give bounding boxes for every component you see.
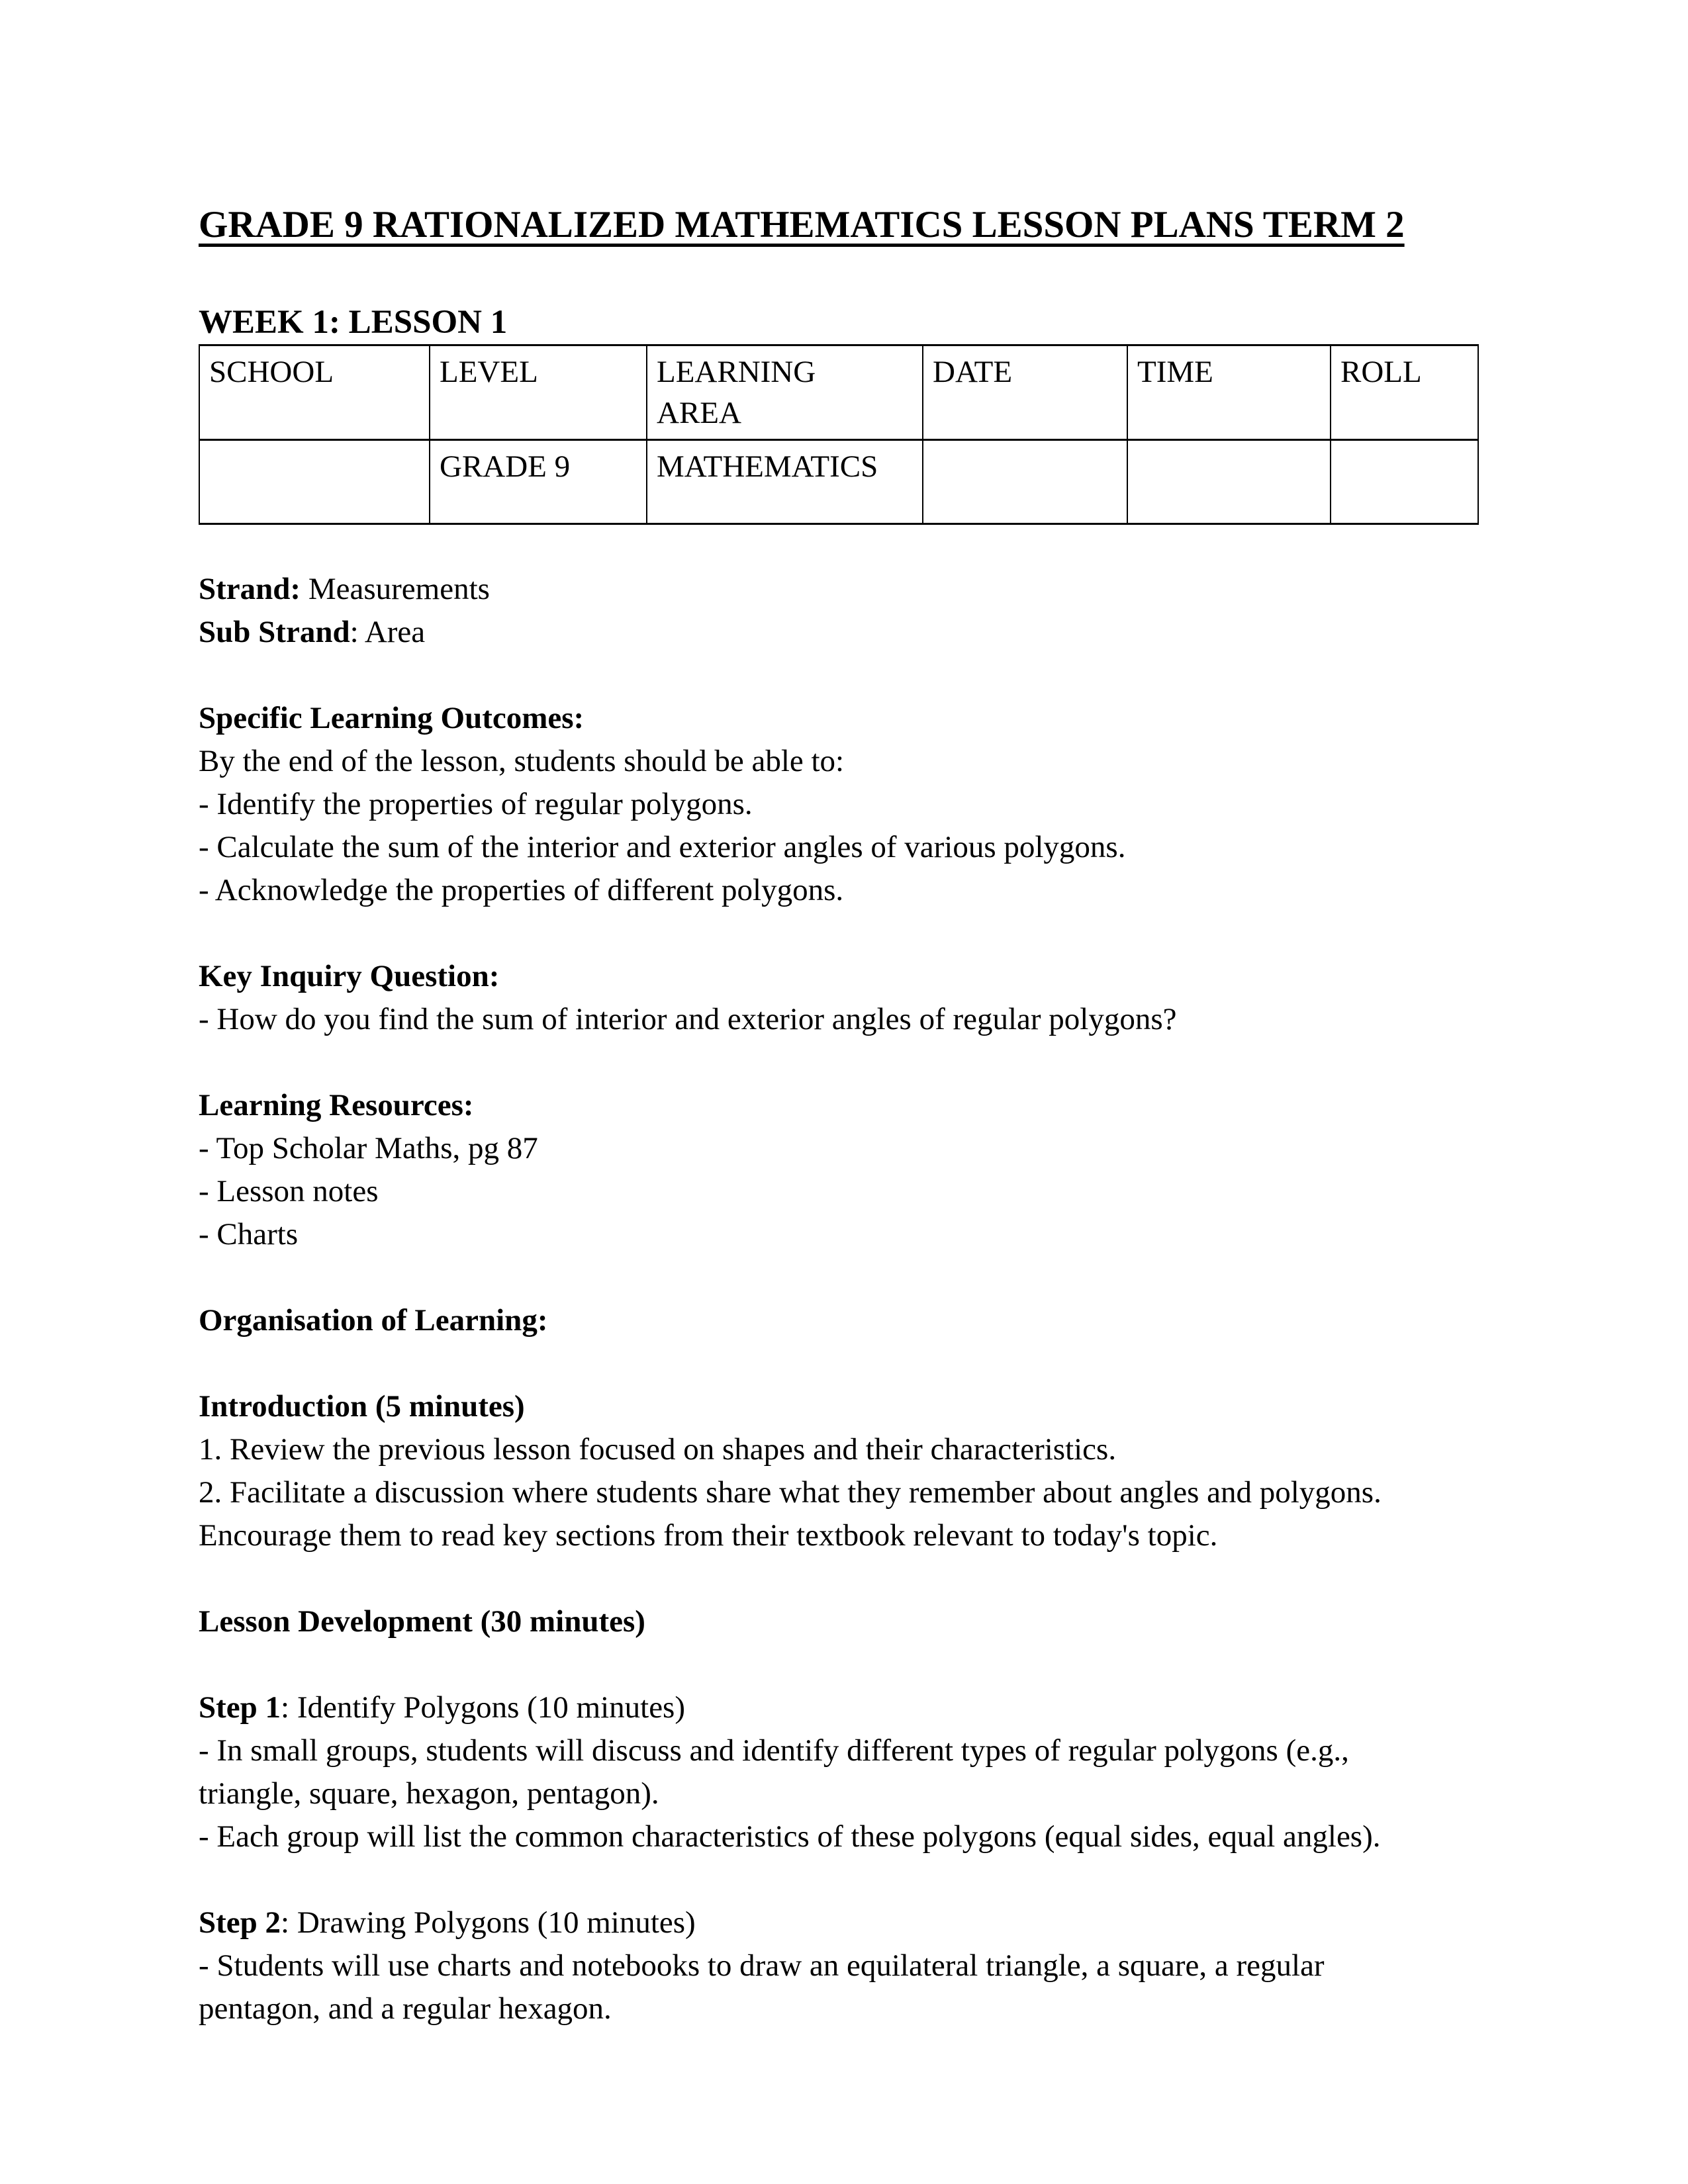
- level-value: GRADE 9: [440, 449, 571, 484]
- step1-title: : Identify Polygons (10 minutes): [281, 1690, 686, 1725]
- table-cell-time-value: [1127, 440, 1331, 524]
- step1-detail: - Each group will list the common characteristics of these polygons (equal sides, equal angles).: [199, 1819, 1381, 1854]
- introduction-section: [199, 1385, 1489, 1557]
- table-header-date-label: DATE: [933, 355, 1013, 389]
- step2-heading: [199, 1901, 1489, 1944]
- table-cell-date-value: [923, 440, 1127, 524]
- strand-block: [199, 568, 1489, 654]
- outcome-item: - Acknowledge the properties of different polygons.: [199, 873, 844, 907]
- step2-label: Step 2: [199, 1905, 281, 1940]
- step1-detail: triangle, square, hexagon, pentagon).: [199, 1776, 659, 1811]
- table-cell-school-value: [199, 440, 430, 524]
- sub-strand-line: [199, 611, 1489, 654]
- outcome-item: - Calculate the sum of the interior and exterior angles of various polygons.: [199, 830, 1126, 864]
- key-inquiry-heading: Key Inquiry Question:: [199, 959, 500, 993]
- table-header-level: [430, 345, 647, 440]
- table-header-row: [199, 345, 1478, 440]
- resource-item: - Lesson notes: [199, 1174, 379, 1208]
- step1-heading: [199, 1686, 1489, 1729]
- resource-item: - Top Scholar Maths, pg 87: [199, 1131, 538, 1165]
- table-header-roll-label: ROLL: [1340, 355, 1422, 389]
- table-header-date: [923, 345, 1127, 440]
- table-header-learning-area: [647, 345, 923, 440]
- lesson-info-table: [199, 344, 1479, 525]
- introduction-step: 2. Facilitate a discussion where students share what they remember about angles and polygons.: [199, 1475, 1382, 1510]
- introduction-heading: Introduction (5 minutes): [199, 1389, 525, 1424]
- step2-detail: - Students will use charts and notebooks to draw an equilateral triangle, a square, a regular: [199, 1948, 1325, 1983]
- organisation-block: [199, 1299, 1489, 1342]
- table-header-school: [199, 345, 430, 440]
- learning-area-value: MATHEMATICS: [657, 449, 878, 484]
- table-value-row: [199, 440, 1478, 524]
- page-title: GRADE 9 RATIONALIZED MATHEMATICS LESSON PLANS TERM 2: [199, 204, 1405, 246]
- resources-section: [199, 1084, 1489, 1256]
- table-header-time: [1127, 345, 1331, 440]
- outcomes-heading: Specific Learning Outcomes:: [199, 701, 585, 735]
- outcomes-intro: By the end of the lesson, students should be able to:: [199, 744, 845, 778]
- introduction-step: 1. Review the previous lesson focused on shapes and their characteristics.: [199, 1432, 1117, 1467]
- sub-strand-value: : Area: [350, 615, 426, 649]
- key-inquiry-question: - How do you find the sum of interior and exterior angles of regular polygons?: [199, 1002, 1177, 1036]
- table-header-level-label: LEVEL: [440, 355, 538, 389]
- table-cell-level-value: [430, 440, 647, 524]
- step1-detail: - In small groups, students will discuss and identify different types of regular polygons (e.g.,: [199, 1733, 1349, 1768]
- introduction-step: Encourage them to read key sections from their textbook relevant to today's topic.: [199, 1518, 1218, 1553]
- table-header-roll: [1331, 345, 1478, 440]
- table-header-learning-area-label: LEARNING AREA: [657, 355, 816, 430]
- table-header-school-label: SCHOOL: [209, 355, 334, 389]
- step2-title: : Drawing Polygons (10 minutes): [281, 1905, 696, 1940]
- step2-detail: pentagon, and a regular hexagon.: [199, 1991, 612, 2026]
- organisation-heading: Organisation of Learning:: [199, 1303, 548, 1338]
- sub-strand-label: Sub Strand: [199, 615, 350, 649]
- resources-heading: Learning Resources:: [199, 1088, 474, 1122]
- table-header-time-label: TIME: [1137, 355, 1213, 389]
- strand-label: Strand:: [199, 572, 301, 606]
- step1-section: [199, 1686, 1489, 1858]
- table-cell-learning-area-value: [647, 440, 923, 524]
- lesson-development-heading: Lesson Development (30 minutes): [199, 1604, 645, 1639]
- resource-item: - Charts: [199, 1217, 299, 1251]
- strand-value: Measurements: [301, 572, 490, 606]
- table-cell-roll-value: [1331, 440, 1478, 524]
- step1-label: Step 1: [199, 1690, 281, 1725]
- week-lesson-heading: WEEK 1: LESSON 1: [199, 304, 508, 341]
- key-inquiry-section: [199, 955, 1489, 1041]
- strand-line: [199, 568, 1489, 611]
- lesson-development-block: [199, 1600, 1489, 1643]
- outcomes-section: [199, 697, 1489, 912]
- step2-section: [199, 1901, 1489, 2030]
- outcome-item: - Identify the properties of regular polygons.: [199, 787, 753, 821]
